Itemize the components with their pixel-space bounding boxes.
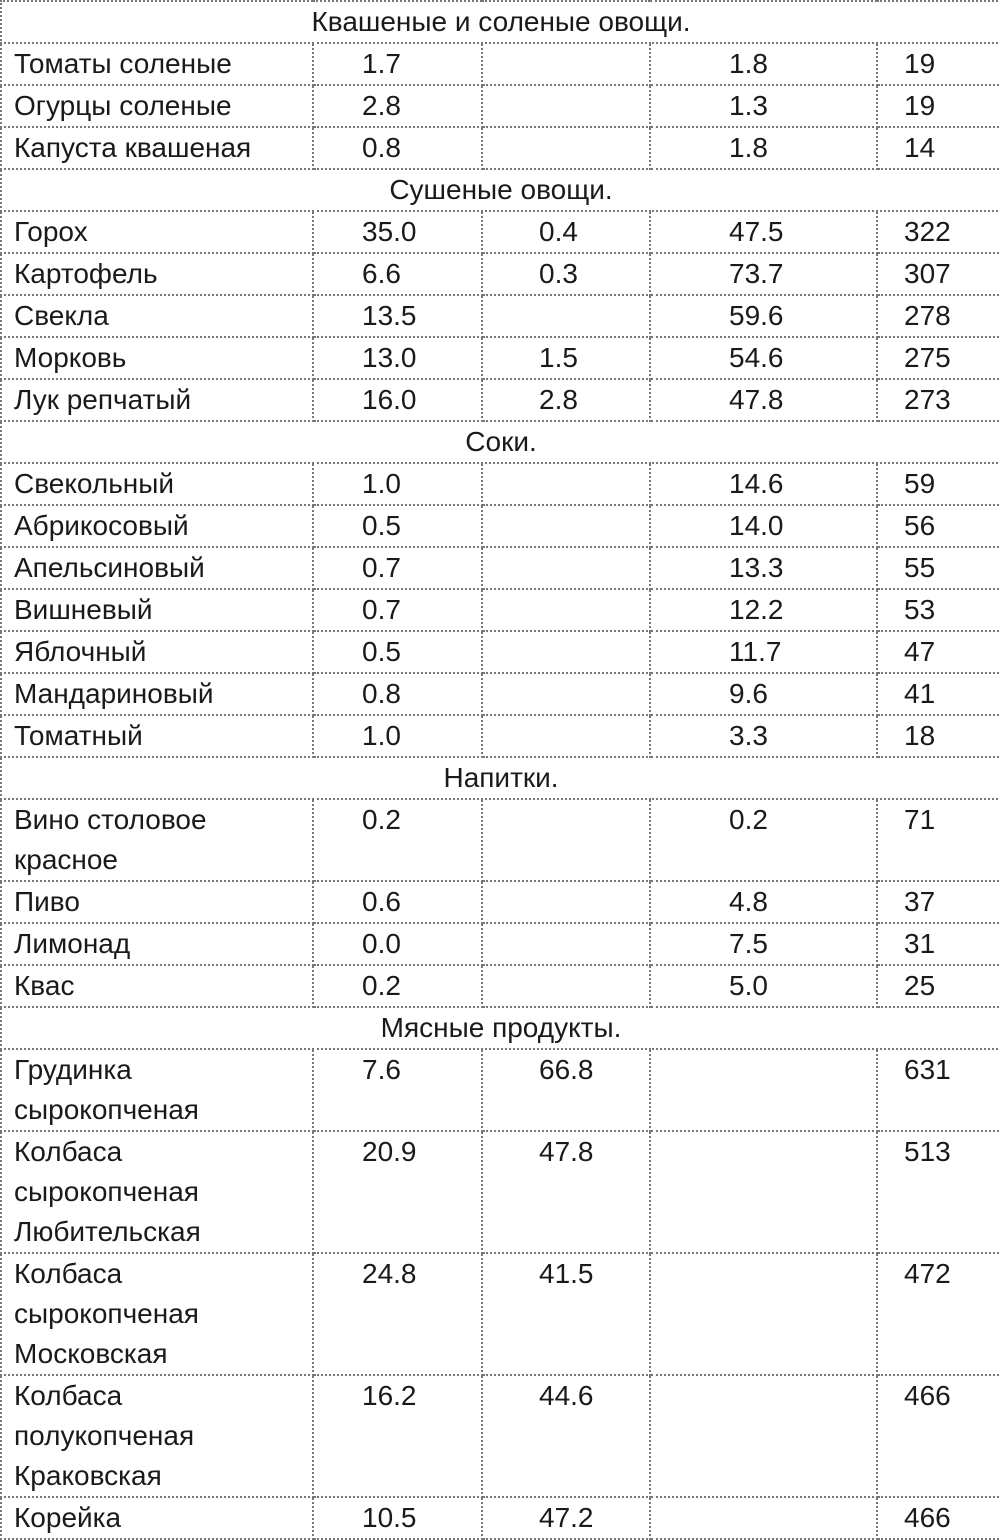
protein-cell: 6.6 — [313, 253, 482, 295]
section-title: Напитки. — [1, 757, 1000, 799]
table-row — [1, 1131, 1000, 1253]
protein-cell: 0.6 — [313, 881, 482, 923]
carbs-cell — [650, 1049, 877, 1131]
carbs-cell — [650, 1253, 877, 1375]
protein-cell: 16.2 — [313, 1375, 482, 1497]
protein-cell: 24.8 — [313, 1253, 482, 1375]
kcal-cell: 14 — [877, 127, 1000, 169]
fat-cell: 47.8 — [482, 1131, 650, 1253]
protein-cell: 2.8 — [313, 85, 482, 127]
protein-cell: 0.2 — [313, 965, 482, 1007]
fat-cell: 0.3 — [482, 253, 650, 295]
fat-cell — [482, 295, 650, 337]
kcal-cell: 472 — [877, 1253, 1000, 1375]
kcal-cell: 37 — [877, 881, 1000, 923]
table-row — [1, 127, 1000, 169]
carbs-cell: 12.2 — [650, 589, 877, 631]
section-header-row — [1, 1007, 1000, 1049]
protein-cell: 1.0 — [313, 463, 482, 505]
protein-cell: 1.7 — [313, 43, 482, 85]
table-row — [1, 673, 1000, 715]
carbs-cell: 47.5 — [650, 211, 877, 253]
product-name-cell: Корейка — [1, 1497, 313, 1539]
fat-cell — [482, 715, 650, 757]
fat-cell — [482, 85, 650, 127]
product-name-cell: Картофель — [1, 253, 313, 295]
product-name-cell: Яблочный — [1, 631, 313, 673]
kcal-cell: 307 — [877, 253, 1000, 295]
fat-cell: 41.5 — [482, 1253, 650, 1375]
fat-cell: 44.6 — [482, 1375, 650, 1497]
section-header-row — [1, 1, 1000, 43]
fat-cell: 66.8 — [482, 1049, 650, 1131]
kcal-cell: 19 — [877, 43, 1000, 85]
table-row — [1, 589, 1000, 631]
product-name-cell: Колбаса полукопченая Краковская — [1, 1375, 313, 1497]
fat-cell — [482, 673, 650, 715]
protein-cell: 13.0 — [313, 337, 482, 379]
table-row — [1, 799, 1000, 881]
section-header-row — [1, 757, 1000, 799]
carbs-cell — [650, 1375, 877, 1497]
table-row — [1, 1049, 1000, 1131]
table-row — [1, 85, 1000, 127]
carbs-cell: 0.2 — [650, 799, 877, 881]
kcal-cell: 19 — [877, 85, 1000, 127]
kcal-cell: 71 — [877, 799, 1000, 881]
table-row — [1, 211, 1000, 253]
kcal-cell: 41 — [877, 673, 1000, 715]
product-name-cell: Пиво — [1, 881, 313, 923]
kcal-cell: 513 — [877, 1131, 1000, 1253]
fat-cell: 1.5 — [482, 337, 650, 379]
protein-cell: 13.5 — [313, 295, 482, 337]
product-name-cell: Томатный — [1, 715, 313, 757]
kcal-cell: 55 — [877, 547, 1000, 589]
table-row — [1, 43, 1000, 85]
table-row — [1, 463, 1000, 505]
table-row — [1, 1375, 1000, 1497]
table-row — [1, 965, 1000, 1007]
product-name-cell: Горох — [1, 211, 313, 253]
product-name-cell: Вино столовое красное — [1, 799, 313, 881]
fat-cell — [482, 631, 650, 673]
protein-cell: 1.0 — [313, 715, 482, 757]
carbs-cell: 3.3 — [650, 715, 877, 757]
kcal-cell: 273 — [877, 379, 1000, 421]
carbs-cell: 13.3 — [650, 547, 877, 589]
section-header-row — [1, 169, 1000, 211]
carbs-cell: 73.7 — [650, 253, 877, 295]
fat-cell — [482, 547, 650, 589]
product-name-cell: Лимонад — [1, 923, 313, 965]
fat-cell: 0.4 — [482, 211, 650, 253]
product-name-cell: Абрикосовый — [1, 505, 313, 547]
protein-cell: 35.0 — [313, 211, 482, 253]
carbs-cell — [650, 1131, 877, 1253]
fat-cell: 47.2 — [482, 1497, 650, 1539]
kcal-cell: 18 — [877, 715, 1000, 757]
product-name-cell: Огурцы соленые — [1, 85, 313, 127]
table-row — [1, 715, 1000, 757]
product-name-cell: Свекла — [1, 295, 313, 337]
table-row — [1, 1497, 1000, 1539]
protein-cell: 0.5 — [313, 631, 482, 673]
table-row — [1, 253, 1000, 295]
kcal-cell: 631 — [877, 1049, 1000, 1131]
table-row — [1, 295, 1000, 337]
kcal-cell: 466 — [877, 1375, 1000, 1497]
carbs-cell: 59.6 — [650, 295, 877, 337]
table-row — [1, 881, 1000, 923]
table-row — [1, 505, 1000, 547]
product-name-cell: Морковь — [1, 337, 313, 379]
protein-cell: 20.9 — [313, 1131, 482, 1253]
protein-cell: 0.0 — [313, 923, 482, 965]
protein-cell: 0.2 — [313, 799, 482, 881]
kcal-cell: 322 — [877, 211, 1000, 253]
fat-cell — [482, 881, 650, 923]
kcal-cell: 25 — [877, 965, 1000, 1007]
carbs-cell: 54.6 — [650, 337, 877, 379]
carbs-cell: 1.3 — [650, 85, 877, 127]
product-name-cell: Капуста квашеная — [1, 127, 313, 169]
fat-cell — [482, 923, 650, 965]
fat-cell: 2.8 — [482, 379, 650, 421]
kcal-cell: 53 — [877, 589, 1000, 631]
table-row — [1, 631, 1000, 673]
kcal-cell: 47 — [877, 631, 1000, 673]
table-row — [1, 1253, 1000, 1375]
product-name-cell: Апельсиновый — [1, 547, 313, 589]
protein-cell: 0.5 — [313, 505, 482, 547]
table-row — [1, 923, 1000, 965]
section-header-row — [1, 421, 1000, 463]
carbs-cell: 11.7 — [650, 631, 877, 673]
protein-cell: 0.8 — [313, 673, 482, 715]
carbs-cell: 1.8 — [650, 43, 877, 85]
product-name-cell: Мандариновый — [1, 673, 313, 715]
fat-cell — [482, 127, 650, 169]
product-name-cell: Свекольный — [1, 463, 313, 505]
section-title: Сушеные овощи. — [1, 169, 1000, 211]
product-name-cell: Лук репчатый — [1, 379, 313, 421]
product-name-cell: Грудинка сырокопченая — [1, 1049, 313, 1131]
fat-cell — [482, 799, 650, 881]
protein-cell: 10.5 — [313, 1497, 482, 1539]
kcal-cell: 275 — [877, 337, 1000, 379]
kcal-cell: 56 — [877, 505, 1000, 547]
kcal-cell: 59 — [877, 463, 1000, 505]
table-row — [1, 379, 1000, 421]
protein-cell: 0.8 — [313, 127, 482, 169]
protein-cell: 7.6 — [313, 1049, 482, 1131]
kcal-cell: 278 — [877, 295, 1000, 337]
table-row — [1, 337, 1000, 379]
fat-cell — [482, 589, 650, 631]
table-row — [1, 547, 1000, 589]
carbs-cell: 5.0 — [650, 965, 877, 1007]
kcal-cell: 31 — [877, 923, 1000, 965]
section-title: Соки. — [1, 421, 1000, 463]
product-name-cell: Квас — [1, 965, 313, 1007]
product-name-cell: Колбаса сырокопченая Московская — [1, 1253, 313, 1375]
carbs-cell: 9.6 — [650, 673, 877, 715]
fat-cell — [482, 965, 650, 1007]
protein-cell: 0.7 — [313, 589, 482, 631]
carbs-cell: 14.6 — [650, 463, 877, 505]
section-title: Квашеные и соленые овощи. — [1, 1, 1000, 43]
protein-cell: 16.0 — [313, 379, 482, 421]
product-name-cell: Колбаса сырокопченая Любительская — [1, 1131, 313, 1253]
fat-cell — [482, 463, 650, 505]
carbs-cell: 4.8 — [650, 881, 877, 923]
carbs-cell: 7.5 — [650, 923, 877, 965]
carbs-cell: 14.0 — [650, 505, 877, 547]
carbs-cell — [650, 1497, 877, 1539]
section-title: Мясные продукты. — [1, 1007, 1000, 1049]
product-name-cell: Вишневый — [1, 589, 313, 631]
table-body — [1, 1, 1000, 1539]
kcal-cell: 466 — [877, 1497, 1000, 1539]
product-name-cell: Томаты соленые — [1, 43, 313, 85]
carbs-cell: 1.8 — [650, 127, 877, 169]
fat-cell — [482, 43, 650, 85]
fat-cell — [482, 505, 650, 547]
protein-cell: 0.7 — [313, 547, 482, 589]
carbs-cell: 47.8 — [650, 379, 877, 421]
